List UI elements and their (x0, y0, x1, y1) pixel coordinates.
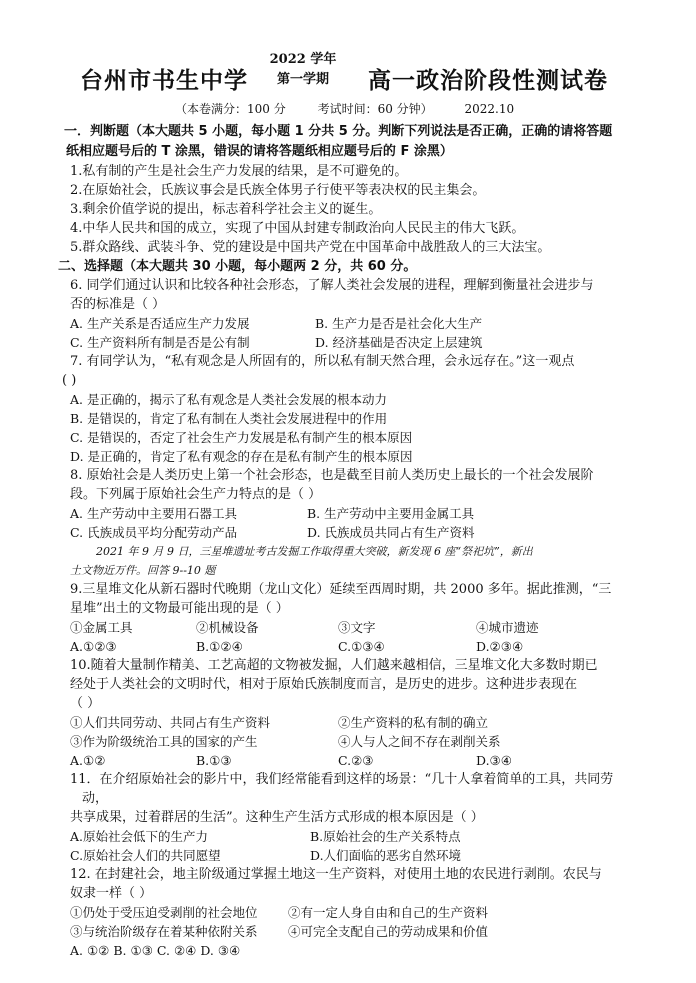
q12-stem-1: 12. 在封建社会，地主阶级通过掌握土地这一生产资料，对使用土地的农民进行剥削。农民与 (70, 867, 602, 882)
q11-option-b: B.原始社会的生产关系特点 (310, 829, 461, 844)
q6-stem-1: 6. 同学们通过认识和比较各种社会形态，了解人类社会发展的进程，理解到衡量社会进步与 (70, 278, 594, 293)
section1-heading-2: 纸相应题号后的 T 涂黑，错误的请将答题纸相应题号后的 F 涂黑） (66, 144, 453, 159)
q12-statement-4: ④可完全支配自己的劳动成果和价值 (288, 924, 489, 939)
q7-option-a: A. 是正确的，揭示了私有观念是人类社会发展的根本动力 (70, 392, 387, 407)
exam-meta (175, 100, 542, 117)
q7-stem-2: ( ) (62, 373, 77, 388)
q10-statement-3: ③作为阶级统治工具的国家的产生 (70, 734, 258, 749)
section1-heading-1: 一．判断题（本大题共 5 小题，每小题 1 分共 5 分。判断下列说法是否正确，正确的请将答题 (64, 124, 613, 139)
q10-option-d: D.③④ (476, 753, 512, 768)
q6-option-a: A. 生产关系是否适应生产力发展 (70, 316, 250, 331)
q11-option-a: A.原始社会低下的生产力 (70, 829, 209, 844)
q12-statement-3: ③与统治阶级存在着某种依附关系 (70, 924, 258, 939)
q8-option-d: D. 氏族成员共同占有生产资料 (307, 525, 475, 540)
judge-item-1: 1.私有制的产生是社会生产力发展的结果，是不可避免的。 (70, 164, 408, 179)
q11-stem-2: 动， (82, 791, 109, 806)
q12-statement-1: ①仍处于受压迫受剥削的社会地位 (70, 905, 258, 920)
q9-statement-4: ④城市遗迹 (476, 620, 539, 635)
q6-option-d: D. 经济基础是否决定上层建筑 (315, 335, 483, 350)
q7-option-c: C. 是错误的，否定了社会生产力发展是私有制产生的根本原因 (70, 430, 413, 445)
judge-item-5: 5.群众路线、武装斗争、党的建设是中国共产党在中国革命中战胜敌人的三大法宝。 (70, 240, 551, 255)
exam-time: 考试时间：60 分钟） (317, 102, 433, 116)
q8-option-a: A. 生产劳动中主要用石器工具 (70, 506, 237, 521)
q9-option-c: C.①③④ (338, 639, 385, 654)
q9-option-d: D.②③④ (476, 639, 524, 654)
q10-statement-1: ①人们共同劳动、共同占有生产资料 (70, 715, 271, 730)
full-score: （本卷满分：100 分 (175, 102, 286, 116)
q11-stem-3: 共享成果，过着群居的生活”。这种生产生活方式形成的根本原因是（ ） (70, 810, 484, 825)
material-note-2: 土文物近万件。回答 9--10 题 (70, 564, 216, 577)
q8-stem-1: 8. 原始社会是人类历史上第一个社会形态，也是截至目前人类历史上最长的一个社会发展阶 (70, 468, 594, 483)
q11-option-d: D.人们面临的恶劣自然环境 (310, 848, 462, 863)
judge-item-3: 3.剩余价值学说的提出，标志着科学社会主义的诞生。 (70, 202, 382, 217)
term: 第一学期 (276, 72, 329, 87)
q10-stem-2: 经处于人类社会的文明时代，相对于原始氏族制度而言，是历史的进步。这种进步表现在 (70, 677, 578, 692)
q11-stem-1: 11．在介绍原始社会的影片中，我们经常能看到这样的场景：“几十人拿着简单的工具，共同劳 (70, 772, 614, 787)
q12-stem-2: 奴隶一样（ ） (70, 886, 153, 901)
q10-statement-2: ②生产资料的私有制的确立 (338, 715, 489, 730)
q9-stem-1: 9.三星堆文化从新石器时代晚期（龙山文化）延续至西周时期，共 2000 多年。据此推测，“三 (70, 582, 612, 597)
q8-option-b: B. 生产劳动中主要用金属工具 (307, 506, 475, 521)
material-note-1: 2021 年 9 月 9 日，三星堆遗址考古发掘工作取得重大突破，新发现 6 座“祭祀坑”，新出 (96, 545, 533, 558)
q10-statement-4: ④人与人之间不存在剥削关系 (338, 734, 501, 749)
q9-stem-2: 星堆”出土的文物最可能出现的是（ ） (70, 601, 289, 616)
school-year: 2022 学年 (269, 52, 337, 67)
section2-heading: 二、选择题（本大题共 30 小题，每小题两 2 分，共 60 分。 (58, 259, 417, 274)
q6-stem-2: 否的标准是（ ） (70, 297, 166, 312)
q10-option-a: A.①② (70, 753, 106, 768)
exam-date: 2022.10 (464, 102, 515, 116)
q10-option-c: C.②③ (338, 753, 374, 768)
q10-stem-3: （ ） (70, 696, 101, 711)
q12-options: A. ①② B. ①③ C. ②④ D. ③④ (70, 943, 241, 958)
q9-statement-3: ③文字 (338, 620, 376, 635)
q9-option-a: A.①②③ (70, 639, 117, 654)
q12-statement-2: ②有一定人身自由和自己的生产资料 (288, 905, 489, 920)
q10-stem-1: 10.随着大量制作精美、工艺高超的文物被发掘，人们越来越相信，三星堆文化大多数时期已 (70, 658, 598, 673)
q7-option-d: D. 是正确的，肯定了私有观念的存在是私有制产生的根本原因 (70, 449, 413, 464)
q8-stem-2: 段。下列属于原始社会生产力特点的是（ ） (70, 487, 322, 502)
judge-item-2: 2.在原始社会，氏族议事会是氏族全体男子行使平等表决权的民主集会。 (70, 183, 486, 198)
school-name: 台州市书生中学 (80, 67, 248, 94)
q7-option-b: B. 是错误的，肯定了私有制在人类社会发展进程中的作用 (70, 411, 388, 426)
exam-title: 高一政治阶段性测试卷 (368, 67, 608, 94)
q9-option-b: B.①②④ (196, 639, 243, 654)
q9-statement-2: ②机械设备 (196, 620, 259, 635)
year-term-block (268, 50, 338, 90)
title-row (0, 52, 696, 98)
q7-stem-1: 7. 有同学认为，“私有观念是人所固有的，所以私有制天然合理，会永远存在。”这一观点 (70, 354, 575, 369)
q9-statement-1: ①金属工具 (70, 620, 133, 635)
q6-option-b: B. 生产力是否是社会化大生产 (315, 316, 483, 331)
q10-option-b: B.①③ (196, 753, 232, 768)
q11-option-c: C.原始社会人们的共同愿望 (70, 848, 221, 863)
q8-option-c: C. 氏族成员平均分配劳动产品 (70, 525, 238, 540)
judge-item-4: 4.中华人民共和国的成立，实现了中国从封建专制政治向人民民主的伟大飞跃。 (70, 221, 525, 236)
q6-option-c: C. 生产资料所有制是否是公有制 (70, 335, 250, 350)
